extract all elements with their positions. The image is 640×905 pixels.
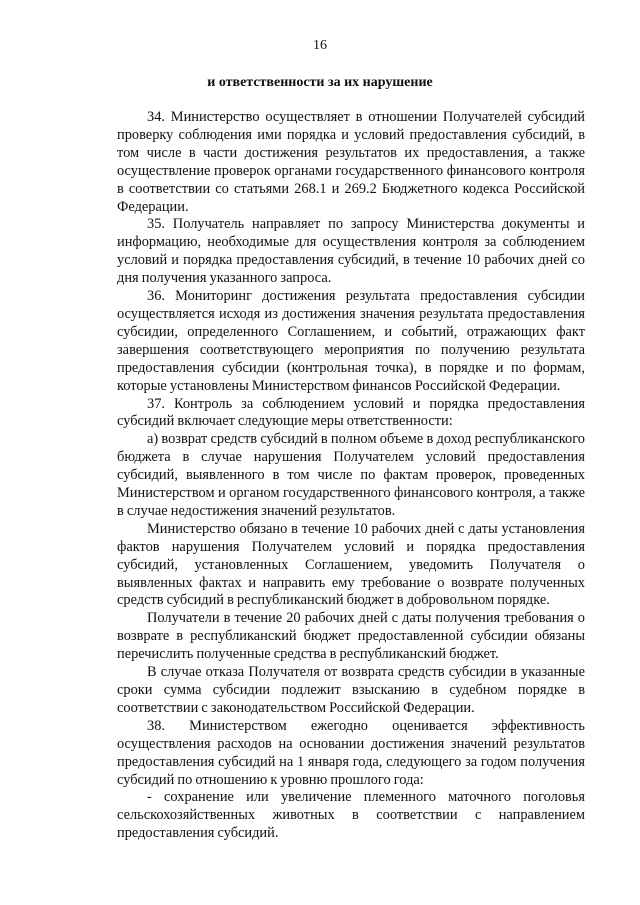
paragraph-38: 38. Министерством ежегодно оценивается эффективность осуществления расходов на основании достижения значений результатов предоставления субсидий на 1 января года, следующего за годом получения субсидий по отношению к уровню прошлого года: bbox=[117, 717, 585, 788]
paragraph-35: 35. Получатель направляет по запросу Министерства документы и информацию, необходимые для осуществления контроля за соблюдением условий и порядка предоставления субсидий, в течение 10 рабочих дней со дня получения указанного запроса. bbox=[117, 216, 585, 287]
paragraph-refusal: В случае отказа Получателя от возврата средств субсидии в указанные сроки сумма субсидии подлежит взысканию в судебном порядке в соответствии с законодательством Российской Федерации. bbox=[117, 664, 585, 716]
paragraph-37-item-a: а) возврат средств субсидий в полном объеме в доход республиканского бюджета в случае нарушения Получателем условий предоставления субсидий, выявленного в том числе по фактам проверок, проведенных Министерством и органом государственного финансового контроля, а также в случае недостижения значений результатов. bbox=[117, 431, 585, 519]
document-body bbox=[117, 109, 585, 843]
paragraph-recipient-return: Получатели в течение 20 рабочих дней с даты получения требования о возврате в республиканский бюджет предоставленной субсидии обязаны перечислить полученные средства в республиканский бюджет. bbox=[117, 610, 585, 663]
paragraph-34: 34. Министерство осуществляет в отношении Получателей субсидий проверку соблюдения ими порядка и условий предоставления субсидий, в том числе в части достижения результатов их предоставления, а также осуществление проверок органами государственного финансового контроля в соответствии со статьями 268.1 и 269.2 Бюджетного кодекса Российской Федерации. bbox=[117, 109, 585, 215]
paragraph-36: 36. Мониторинг достижения результата предоставления субсидии осуществляется исходя из достижения значения результата предоставления субсидии, определенного Соглашением, и событий, отражающих факт завершения соответствующего мероприятия по получению результата предоставления субсидии (контрольная точка), в порядке и по формам, которые установлены Министерством финансов Российской Федерации. bbox=[117, 288, 585, 394]
paragraph-37: 37. Контроль за соблюдением условий и порядка предоставления субсидий включает следующие меры ответственности: bbox=[117, 395, 585, 430]
section-heading: и ответственности за их нарушение bbox=[207, 75, 433, 90]
paragraph-38-item: - сохранение или увеличение племенного маточного поголовья сельскохозяйственных животных в соответствии с направлением предоставления субсидий. bbox=[117, 789, 585, 842]
paragraph-ministry-obligation: Министерство обязано в течение 10 рабочих дней с даты установления фактов нарушения Получателем условий и порядка предоставления субсидий, установленных Соглашением, уведомить Получателя о выявленных фактах и направить ему требование о возврате полученных средств субсидий в республиканский бюджет в добровольном порядке. bbox=[117, 520, 585, 609]
page-number: 16 bbox=[313, 38, 327, 53]
